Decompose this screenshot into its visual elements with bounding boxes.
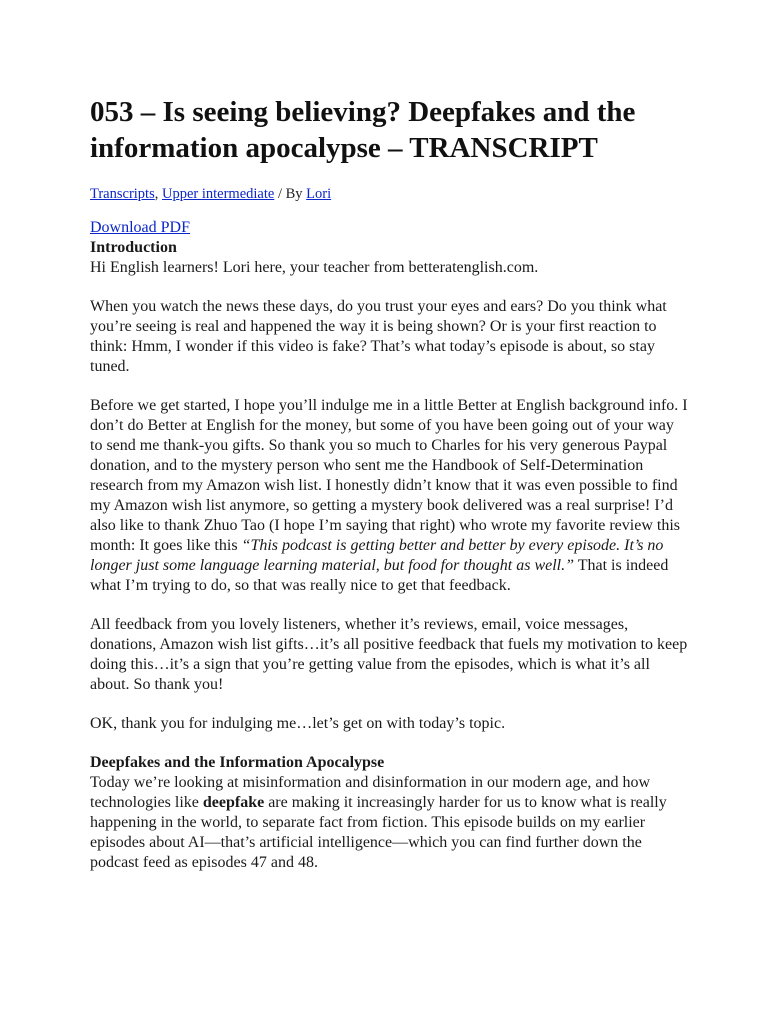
author-link[interactable]: Lori [306, 186, 332, 202]
post-meta [90, 184, 690, 204]
section-heading-deepfakes: Deepfakes and the Information Apocalypse [90, 754, 385, 771]
section-heading-introduction: Introduction [90, 239, 177, 256]
category-link-upper-intermediate[interactable]: Upper intermediate [161, 186, 275, 202]
review-quote: “This podcast is getting better and better by every episode. It’s no longer just some language learning material, but food for thought as well.” [90, 537, 664, 574]
paragraph-greeting: Hi English learners! Lori here, your teacher from betteratenglish.com. [90, 259, 539, 276]
page-title: 053 – Is seeing believing? Deepfakes and the information apocalypse – TRANSCRIPT [90, 96, 636, 164]
paragraph-thanks-end: That is indeed what I’m trying to do, so that was really nice to get that feedback. [90, 557, 669, 594]
paragraph-deepfakes-end: are making it increasingly harder for us to know what is really happening in the world, to separate fact from fiction. This episode builds on my earlier episodes about AI—that’s artificial intelligence—which you can find further down the podcast feed as episodes 47 and 48. [90, 794, 667, 871]
download-pdf-link[interactable]: Download PDF [90, 219, 191, 236]
paragraph-topic-intro: OK, thank you for indulging me…let’s get on with today’s topic. [90, 715, 506, 732]
paragraph-feedback: All feedback from you lovely listeners, whether it’s reviews, email, voice messages, donations, Amazon wish list gifts…it’s all positive feedback that fuels my motivation to keep doing this…it’s a sign that you’re getting value from the episodes, which is what it’s all about. So thank you! [90, 616, 688, 693]
category-link-transcripts[interactable]: Transcripts [90, 186, 155, 202]
paragraph-thanks-text: Before we get started, I hope you’ll indulge me in a little Better at English background info. I don’t do Better at English for the money, but some of you have been going out of your way to send me thank-you gifts. So thank you so much to Charles for his very generous Paypal donation, and to the mystery person who sent me the Handbook of Self-Determination research from my Amazon wish list. I honestly didn’t know that it was even possible to find my Amazon wish list anymore, so getting a mystery book delivered was a real surprise! I’d also like to thank Zhuo Tao (I hope I’m saying that right) who wrote my favorite review this month: It goes like this [90, 397, 688, 554]
by-prefix: / By [274, 186, 307, 202]
paragraph-thanks [90, 396, 690, 596]
paragraph-deepfakes-text: Today we’re looking at misinformation and disinformation in our modern age, and how technologies like [90, 774, 651, 811]
paragraph-deepfakes [90, 773, 690, 873]
term-deepfake: deepfake [202, 794, 265, 811]
article [90, 94, 690, 873]
paragraph-news: When you watch the news these days, do you trust your eyes and ears? Do you think what you’re seeing is real and happened the way it is being shown? Or is your first reaction to think: Hmm, I wonder if this video is fake? That’s what today’s episode is about, so stay tuned. [90, 298, 667, 375]
category-separator: , [154, 186, 162, 202]
